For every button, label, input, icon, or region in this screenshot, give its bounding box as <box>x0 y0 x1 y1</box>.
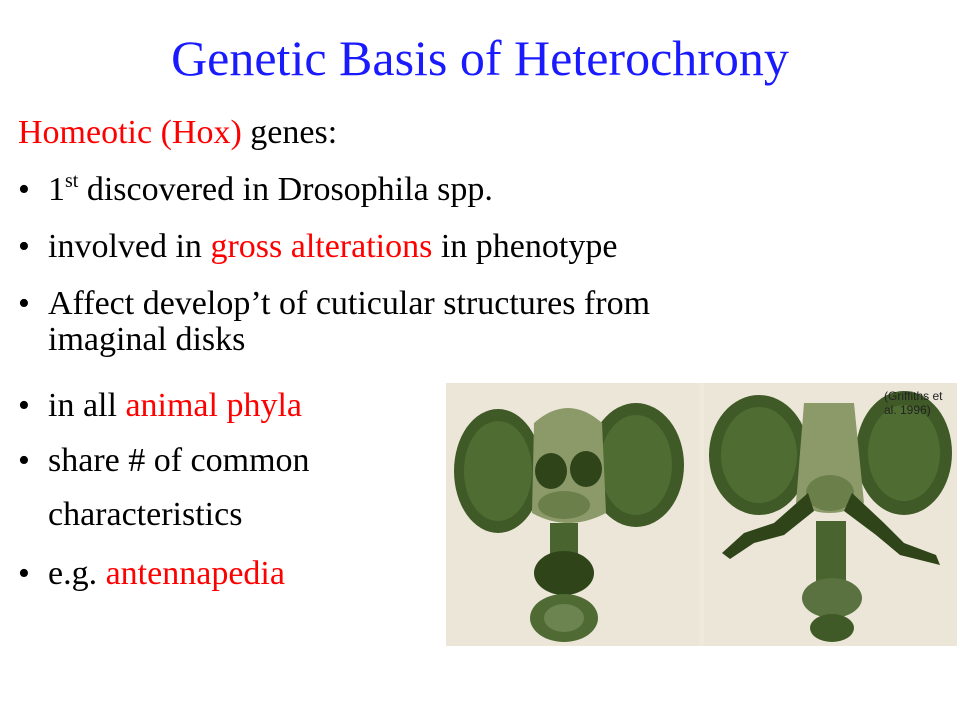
heading-highlight: Homeotic (Hox) <box>18 114 242 151</box>
superscript: st <box>65 170 79 192</box>
bullet-text: in phenotype <box>432 228 618 265</box>
bullet-text: discovered in Drosophila spp. <box>78 171 493 208</box>
bullet-dot: • <box>18 171 30 208</box>
slide-title: Genetic Basis of Heterochrony <box>171 30 789 86</box>
fly-head-photo <box>446 383 957 646</box>
bullet-text: e.g. <box>48 555 106 592</box>
bullet-dot: • <box>18 387 30 424</box>
bullet-highlight: animal phyla <box>125 387 302 424</box>
bullet-text: share # of common <box>48 442 310 479</box>
bullet-dot: • <box>18 442 30 479</box>
bullet-text: imaginal disks <box>48 321 246 358</box>
heading-rest: genes: <box>241 114 338 151</box>
antennapedia-head-image <box>704 383 957 646</box>
bullet-highlight: gross alterations <box>210 228 433 265</box>
bullet-dot: • <box>18 285 30 322</box>
bullet-text: characteristics <box>48 496 243 533</box>
section-heading <box>18 113 337 153</box>
bullet-highlight: antennapedia <box>105 555 285 592</box>
wild-type-head-image <box>446 383 699 646</box>
bullet-text: involved in <box>48 228 211 265</box>
bullet-dot: • <box>18 555 30 592</box>
bullet-dot: • <box>18 228 30 265</box>
bullet-text: Affect develop’t of cuticular structures from <box>48 285 651 322</box>
figure-credit: (Griffiths et al. 1996) <box>884 389 943 417</box>
bullet-text: 1 <box>48 171 65 208</box>
bullet-text: in all <box>48 387 126 424</box>
